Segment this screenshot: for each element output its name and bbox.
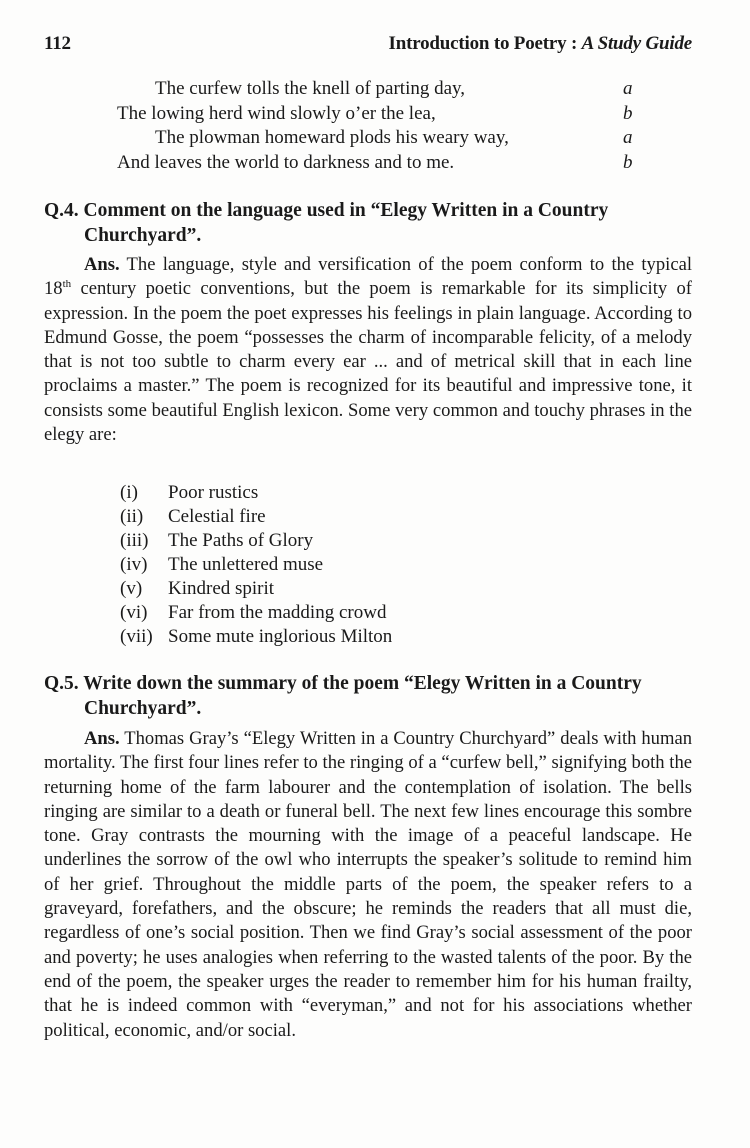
book-title-main: Introduction to Poetry :	[388, 33, 582, 54]
verse-line	[117, 126, 637, 151]
phrase-list	[120, 481, 392, 649]
rhyme-scheme-letter: b	[623, 102, 633, 124]
list-item-number: (v)	[120, 578, 143, 599]
list-item-text: Far from the madding crowd	[168, 602, 387, 623]
list-item-number: (ii)	[120, 506, 144, 527]
list-item-text: The Paths of Glory	[168, 530, 314, 551]
answer-5-paragraph	[44, 727, 692, 1043]
list-item-number: (iii)	[120, 530, 149, 551]
page-number: 112	[44, 33, 71, 54]
rhyme-scheme-letter: a	[623, 78, 633, 99]
list-item	[120, 601, 392, 625]
poem-stanza	[117, 77, 637, 175]
list-item-text: Celestial fire	[168, 506, 266, 527]
book-title	[389, 33, 692, 55]
answer-5-text: Thomas Gray’s “Elegy Written in a Country Churchyard” deals with human mortality. The first four lines refer to the ringing of a “curfew bell,” signifying both the returning home of the farm labourer and the contemplation of isolation. The bells ringing are similar to a death or funeral bell. The next few lines encourage this sombre tone. Gray contrasts the mourning with the image of a peaceful landscape. He underlines the sorrow of the owl who interrupts the speaker’s solitude to remind him of her grief. Throughout the middle parts of the poem, the speaker refers to a graveyard, forefathers, and the obscure; he reminds the readers that all must die, regardless of one’s social position. Then we find Gray’s social assessment of the poor and poverty; he uses analogies when referring to the wasted talents of the poor. By the end of the poem, the speaker urges the reader to remember him for his human frailty, that he is indeed common with “everyman,” and not for his associations whether political, economic, and/or social.	[44, 728, 692, 1041]
list-item-number: (vi)	[120, 602, 148, 623]
verse-text: The curfew tolls the knell of parting day,	[155, 78, 466, 99]
verse-line	[117, 102, 637, 127]
answer-4-text-part1: The language, style and versification of the poem conform to the typical 18	[44, 254, 692, 300]
verse-text: The lowing herd wind slowly o’er the lea,	[117, 102, 436, 124]
answer-label: Ans.	[84, 254, 120, 275]
list-item	[120, 625, 392, 649]
running-header	[44, 33, 692, 57]
list-item	[120, 553, 392, 577]
list-item	[120, 481, 392, 505]
ordinal-superscript: th	[62, 278, 72, 291]
list-item-text: Poor rustics	[168, 482, 259, 503]
list-item	[120, 505, 392, 529]
list-item	[120, 577, 392, 601]
list-item	[120, 529, 392, 553]
rhyme-scheme-letter: b	[623, 151, 633, 173]
verse-line	[117, 151, 637, 176]
question-4-heading: Q.4. Comment on the language used in “Elegy Written in a Country Churchyard”.	[44, 200, 609, 246]
answer-4-text-part2: century poetic conventions, but the poem is remarkable for its simplicity of expression. In the poem the poet expresses his feelings in plain language. According to Edmund Gosse, the poem “possesses the charm of incomparable felicity, of a melody that is not too subtle to charm every ear ... and of metrical skill that in each line proclaims a master.” The poem is recognized for its beautiful and impressive tone, it consists some beautiful English lexicon. Some very common and touchy phrases in the elegy are:	[44, 278, 692, 446]
list-item-number: (iv)	[120, 554, 148, 575]
verse-text: And leaves the world to darkness and to me.	[117, 151, 455, 173]
list-item-number: (i)	[120, 482, 138, 503]
answer-label: Ans.	[84, 728, 120, 749]
answer-4-paragraph	[44, 253, 692, 447]
verse-text: The plowman homeward plods his weary way,	[155, 127, 509, 148]
question-5-heading: Q.5. Write down the summary of the poem “Elegy Written in a Country Churchyard”.	[44, 673, 642, 719]
rhyme-scheme-letter: a	[623, 127, 633, 148]
book-title-subtitle: A Study Guide	[581, 33, 692, 54]
list-item-text: The unlettered muse	[168, 554, 324, 575]
verse-line	[117, 77, 637, 102]
list-item-text: Some mute inglorious Milton	[168, 626, 393, 647]
list-item-number: (vii)	[120, 626, 153, 647]
list-item-text: Kindred spirit	[168, 578, 275, 599]
